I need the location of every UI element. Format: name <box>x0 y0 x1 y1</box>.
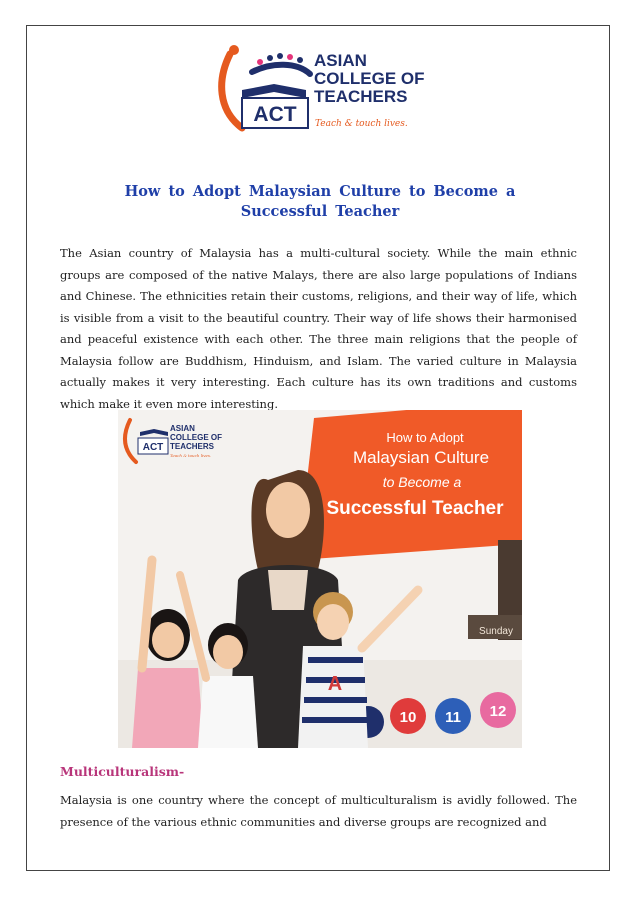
title-line-1: How to Adopt Malaysian Culture to Become a <box>124 183 516 200</box>
section-paragraph: Malaysia is one country where the concept of multiculturalism is avidly followed. The presence of the various ethnic communities and diverse groups are recognized and <box>60 793 577 829</box>
mini-logo-line-2: COLLEGE OF <box>170 433 222 442</box>
logo-line-2: COLLEGE OF <box>314 69 425 88</box>
svg-text:A: A <box>327 673 343 695</box>
mini-logo-wordmark <box>170 424 222 451</box>
mini-logo-line-1: ASIAN <box>170 424 195 433</box>
logo-badge-text: ACT <box>253 103 297 126</box>
number-label-11: 11 <box>445 709 461 726</box>
logo-wordmark <box>314 52 425 106</box>
college-logo <box>212 40 432 140</box>
feature-image <box>118 410 522 748</box>
mini-logo-tagline: Teach & touch lives. <box>170 453 212 458</box>
number-label-10: 10 <box>399 709 417 726</box>
logo-line-3: TEACHERS <box>314 87 408 106</box>
logo-emblem-icon <box>212 40 322 140</box>
banner-line-4: Successful Teacher <box>326 498 504 519</box>
title-line-2: Successful Teacher <box>240 203 400 220</box>
sunday-label: Sunday <box>479 626 513 637</box>
mini-logo-line-3: TEACHERS <box>170 442 215 451</box>
banner-line-1: How to Adopt <box>386 430 464 445</box>
banner-line-2: Malaysian Culture <box>352 448 490 467</box>
logo-line-1: ASIAN <box>314 51 367 70</box>
intro-paragraph: The Asian country of Malaysia has a multi-cultural society. While the main ethnic groups are composed of the native Malays, there are also large populations of Indians and Chinese. The ethnicities retain their customs, religions, and their way of life, which is visible from a visit to the beautiful country. Their way of life shows their harmonised and peaceful existence with each other. The three main religions that the people of Malaysia follow are Buddhism, Hinduism, and Islam. The varied culture in Malaysia actually makes it very interesting. Each culture has its own traditions and customs which make it even more interesting. <box>60 246 577 411</box>
section-heading: Multiculturalism- <box>60 764 185 779</box>
mini-logo-badge: ACT <box>142 442 164 453</box>
logo-tagline: Teach & touch lives. <box>315 119 408 129</box>
article-title <box>60 182 580 222</box>
number-label-12: 12 <box>489 703 507 720</box>
banner-line-3: to Become a <box>382 474 462 490</box>
